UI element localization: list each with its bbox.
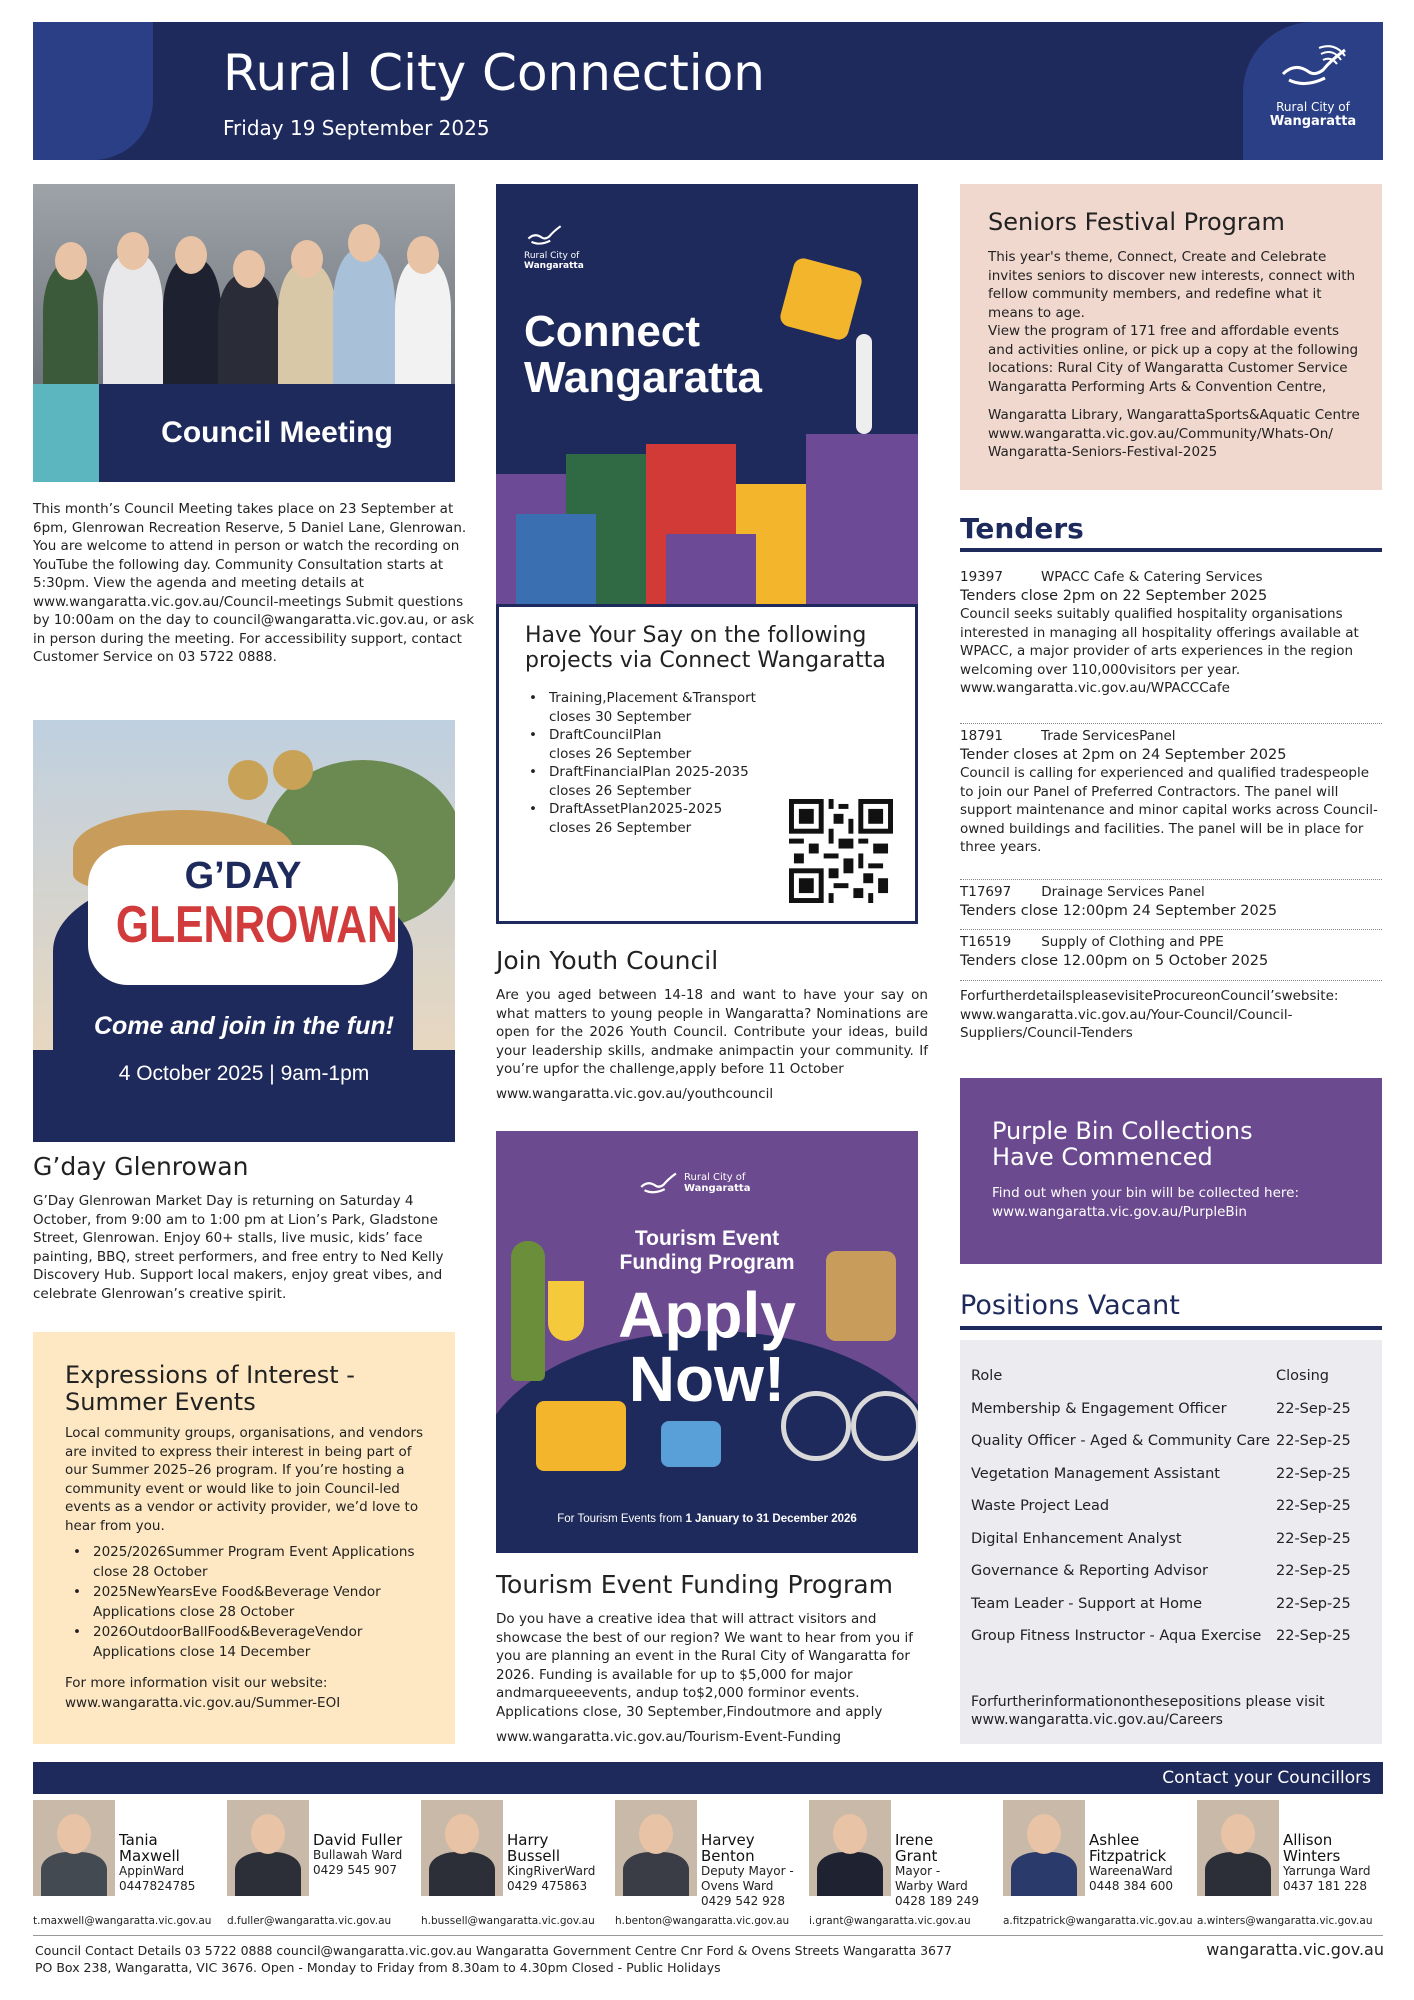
tourism-link[interactable]: www.wangaratta.vic.gov.au/Tourism-Event-Funding (496, 1729, 842, 1745)
connect-poster: Rural City of Wangaratta Connect Wangaratta (496, 184, 918, 604)
tourism-heading: Tourism Event Funding Program (496, 1570, 893, 1599)
tenders-footer[interactable]: ForfurtherdetailspleasevisiteProcureonCouncil’swebsite: www.wangaratta.vic.gov.au/Your-Council/Council-Suppliers/Council-Tenders (960, 980, 1382, 1043)
councillor-email[interactable]: a.fitzpatrick@wangaratta.vic.gov.au (1003, 1915, 1193, 1927)
council-photo (33, 184, 455, 482)
councillor-card: Ashlee Fitzpatrick WareenaWard 0448 384 600 a.fitzpatrick@wangaratta.vic.gov.au (1003, 1800, 1193, 1930)
seniors-box (960, 184, 1382, 490)
connect-item: • Training,Placement &Transport closes 30 September (521, 689, 791, 726)
seniors-heading: Seniors Festival Program (988, 208, 1285, 236)
youth-heading: Join Youth Council (496, 946, 719, 975)
positions-table (960, 1340, 1382, 1744)
purple-bin-text[interactable]: Find out when your bin will be collected here: www.wangaratta.vic.gov.au/PurpleBin (992, 1185, 1300, 1220)
councillors-bar: Contact your Councillors (33, 1762, 1383, 1794)
positions-footer: Forfurtherinformationonthesepositions please visit (971, 1693, 1325, 1710)
gday-text: G’Day Glenrowan Market Day is returning on Saturday 4 October, from 9:00 am to 1:00 pm at Lion’s Park, Gladstone Street, Glenrowan. Enjoy 60+ stalls, live music, kids’ face painting, BBQ, street performers, and free entry to Ned Kelly Discovery Hub. Support local makers, enjoy great vibes, and celebrate Glenrowan’s creative spirit. (33, 1193, 444, 1302)
connect-item: • DraftFinancialPlan 2025-2035 closes 26 September (521, 763, 791, 800)
eoi-link[interactable]: www.wangaratta.vic.gov.au/Summer-EOI (65, 1695, 341, 1711)
eoi-item: • 2026OutdoorBallFood&BeverageVendor Applications close 14 December (65, 1622, 435, 1662)
table-row[interactable]: Governance & Reporting Advisor 22-Sep-25 (971, 1563, 1351, 1580)
councillor-photo (1003, 1800, 1085, 1896)
councillor-email[interactable]: h.bussell@wangaratta.vic.gov.au (421, 1915, 595, 1927)
councillor-card: Tania Maxwell AppinWard 0447824785 t.maxwell@wangaratta.vic.gov.au (33, 1800, 223, 1930)
connect-heading: Have Your Say on the following projects via Connect Wangaratta (525, 623, 886, 673)
tender-item: 18791 Trade ServicesPanel Tender closes at 2pm on 24 September 2025 Council is calling for experienced and qualified tradespeople to join our Panel of Preferred Contractors. The panel will support maintenance and minor capital works across Council-owned buildings and facilities. The panel will be in place for three years. (960, 723, 1382, 857)
header-banner (33, 22, 1383, 160)
councillor-card: Irene Grant Mayor - Warby Ward 0428 189 249 i.grant@wangaratta.vic.gov.au (809, 1800, 999, 1930)
bird-logo-icon (1275, 42, 1351, 92)
connect-item: • DraftAssetPlan2025-2025 closes 26 September (521, 800, 791, 837)
youth-text: Are you aged between 14-18 and want to have your say on what matters to young people in Wangaratta? Nominations are open for the 2026 Youth Council. Contribute your ideas, build your leadership skills, andmake animpactin your community. If you’re upfor the challenge,apply before 11 October (496, 987, 928, 1077)
gday-tagline: Come and join in the fun! (94, 1012, 394, 1040)
council-logo: Rural City of Wangaratta (1263, 42, 1363, 129)
table-row[interactable]: Group Fitness Instructor - Aqua Exercise 22-Sep-25 (971, 1628, 1351, 1645)
councillor-card: Allison Winters Yarrunga Ward 0437 181 228 a.winters@wangaratta.vic.gov.au (1197, 1800, 1387, 1930)
eoi-box (33, 1332, 455, 1744)
gday-sign: G’DAY GLENROWAN (88, 845, 398, 985)
table-row[interactable]: Digital Enhancement Analyst 22-Sep-25 (971, 1530, 1351, 1547)
qr-code-icon[interactable] (789, 799, 893, 903)
positions-link[interactable]: www.wangaratta.vic.gov.au/Careers (971, 1712, 1223, 1728)
connect-item: • DraftCouncilPlan closes 26 September (521, 726, 791, 763)
connect-box (496, 604, 918, 924)
purple-bin-heading: Purple Bin Collections Have Commenced (992, 1117, 1253, 1171)
tender-item: T16519 Supply of Clothing and PPE Tenders close 12.00pm on 5 October 2025 (960, 929, 1382, 970)
gday-heading: G’day Glenrowan (33, 1152, 249, 1181)
councillor-photo (615, 1800, 697, 1896)
tenders-heading: Tenders (960, 512, 1084, 545)
councillor-card: Harvey Benton Deputy Mayor - Ovens Ward 0429 542 928 h.benton@wangaratta.vic.gov.au (615, 1800, 805, 1930)
issue-date: Friday 19 September 2025 (223, 116, 490, 140)
eoi-text: Local community groups, organisations, and vendors are invited to express their interest in being part of our Summer 2025–26 program. If you’re hosting a community event or would like to join Council-led events as a vendor or activity provider, we’d love to hear from you. (65, 1425, 423, 1534)
gday-when: 4 October 2025 | 9am-1pm (118, 1062, 370, 1085)
bird-logo-icon (524, 222, 564, 248)
table-row[interactable]: Vegetation Management Assistant 22-Sep-25 (971, 1465, 1351, 1482)
councillor-photo (809, 1800, 891, 1896)
councillor-photo (33, 1800, 115, 1896)
councillor-card: David Fuller Bullawah Ward 0429 545 907 d.fuller@wangaratta.vic.gov.au (227, 1800, 417, 1930)
councillor-email[interactable]: i.grant@wangaratta.vic.gov.au (809, 1915, 971, 1927)
councillor-photo (1197, 1800, 1279, 1896)
page-title: Rural City Connection (223, 44, 765, 102)
connect-title: Connect Wangaratta (524, 307, 762, 402)
councillor-photo (421, 1800, 503, 1896)
eoi-item: • 2025NewYearsEve Food&Beverage Vendor Applications close 28 October (65, 1582, 435, 1622)
tender-item: 19397 WPACC Cafe & Catering Services Tenders close 2pm on 22 September 2025 Council seeks suitably qualified hospitality organisations interested in managing all hospitality offerings available at WPACC, a major provider of arts experiences in the region welcoming over 110,000visitors per year. www.wangaratta.vic.gov.au/WPACCCafe (960, 569, 1359, 696)
gday-poster (33, 720, 455, 1142)
purple-bin-box (960, 1078, 1382, 1264)
footer-website[interactable]: wangaratta.vic.gov.au (1206, 1940, 1384, 1959)
seniors-text-3: Wangaratta Library, WangarattaSports&Aquatic Centre www.wangaratta.vic.gov.au/Community/Whats-On/ Wangaratta-Seniors-Festival-2025 (988, 407, 1360, 460)
tourism-poster-title: Tourism Event Funding Program (619, 1227, 795, 1274)
tourism-poster: Rural City of Wangaratta Tourism Event Funding Program Apply Now! For Tourism Events from 1 January to 31 December 2026 (496, 1131, 918, 1553)
councillor-photo (227, 1800, 309, 1896)
tourism-poster-footer: For Tourism Events from 1 January to 31 December 2026 (557, 1513, 857, 1525)
eoi-item: • 2025/2026Summer Program Event Applications close 28 October (65, 1542, 435, 1582)
eoi-list (65, 1542, 435, 1662)
councillor-card: Harry Bussell KingRiverWard 0429 475863 h.bussell@wangaratta.vic.gov.au (421, 1800, 611, 1930)
council-meeting-text: This month’s Council Meeting takes place on 23 September at 6pm, Glenrowan Recreation Reserve, 5 Daniel Lane, Glenrowan. You are welcome to attend in person or watch the recording on YouTube the following day. Community Consultation starts at 5:30pm. View the agenda and meeting details at www.wangaratta.vic.gov.au/Council-meetings Submit questions by 10:00am on the day to council@wangaratta.vic.gov.au, or ask in person during the meeting. For accessibility support, contact Customer Service on 03 5722 0888. (33, 501, 475, 665)
councillor-email[interactable]: d.fuller@wangaratta.vic.gov.au (227, 1915, 392, 1927)
footer-contact: Council Contact Details 03 5722 0888 council@wangaratta.vic.gov.au Wangaratta Government Centre Cnr Ford & Ovens Streets Wangaratta 3677 PO Box 238, Wangaratta, VIC 3676. Open - Monday to Friday from 8.30am to 4.30pm Closed - Public Holidays (35, 1943, 952, 1975)
tourism-text: Do you have a creative idea that will attract visitors and showcase the best of our region? We want to hear from you if you are planning an event in the Rural City of Wangaratta for 2026. Funding is available for up to $5,000 for major andmarqueeevents, andup to$2,000 forminor events. Applications close, 30 September,Findoutmore and apply (496, 1611, 914, 1720)
youth-link[interactable]: www.wangaratta.vic.gov.au/youthcouncil (496, 1086, 774, 1102)
table-row[interactable]: Team Leader - Support at Home 22-Sep-25 (971, 1595, 1351, 1612)
table-row[interactable]: Membership & Engagement Officer 22-Sep-25 (971, 1400, 1351, 1417)
connect-list (521, 689, 791, 837)
eoi-more: For more information visit our website: (65, 1675, 328, 1691)
councillor-email[interactable]: t.maxwell@wangaratta.vic.gov.au (33, 1915, 212, 1927)
councillor-email[interactable]: h.benton@wangaratta.vic.gov.au (615, 1915, 790, 1927)
positions-heading: Positions Vacant (960, 1290, 1180, 1321)
table-row[interactable]: Quality Officer - Aged & Community Care 22-Sep-25 (971, 1433, 1351, 1450)
tender-item: T17697 Drainage Services Panel Tenders close 12:00pm 24 September 2025 (960, 879, 1382, 920)
seniors-text-2: View the program of 171 free and affordable events and activities online, or pick up a copy at the following locations: Rural City of Wangaratta Customer Service Wangaratta Performing Arts & Convention Centre, (988, 323, 1359, 395)
seniors-text-1: This year's theme, Connect, Create and Celebrate invites seniors to discover new interests, connect with fellow community members, and redefine what it means to age. (988, 249, 1356, 321)
councillor-email[interactable]: a.winters@wangaratta.vic.gov.au (1197, 1915, 1373, 1927)
table-row[interactable]: Waste Project Lead 22-Sep-25 (971, 1498, 1351, 1515)
council-meeting-banner: Council Meeting (161, 416, 393, 449)
positions-header-row: Role Closing (971, 1368, 1330, 1385)
eoi-heading: Expressions of Interest - Summer Events (65, 1361, 355, 1416)
bird-logo-icon (636, 1169, 680, 1197)
apply-now: Apply Now! (618, 1279, 796, 1415)
